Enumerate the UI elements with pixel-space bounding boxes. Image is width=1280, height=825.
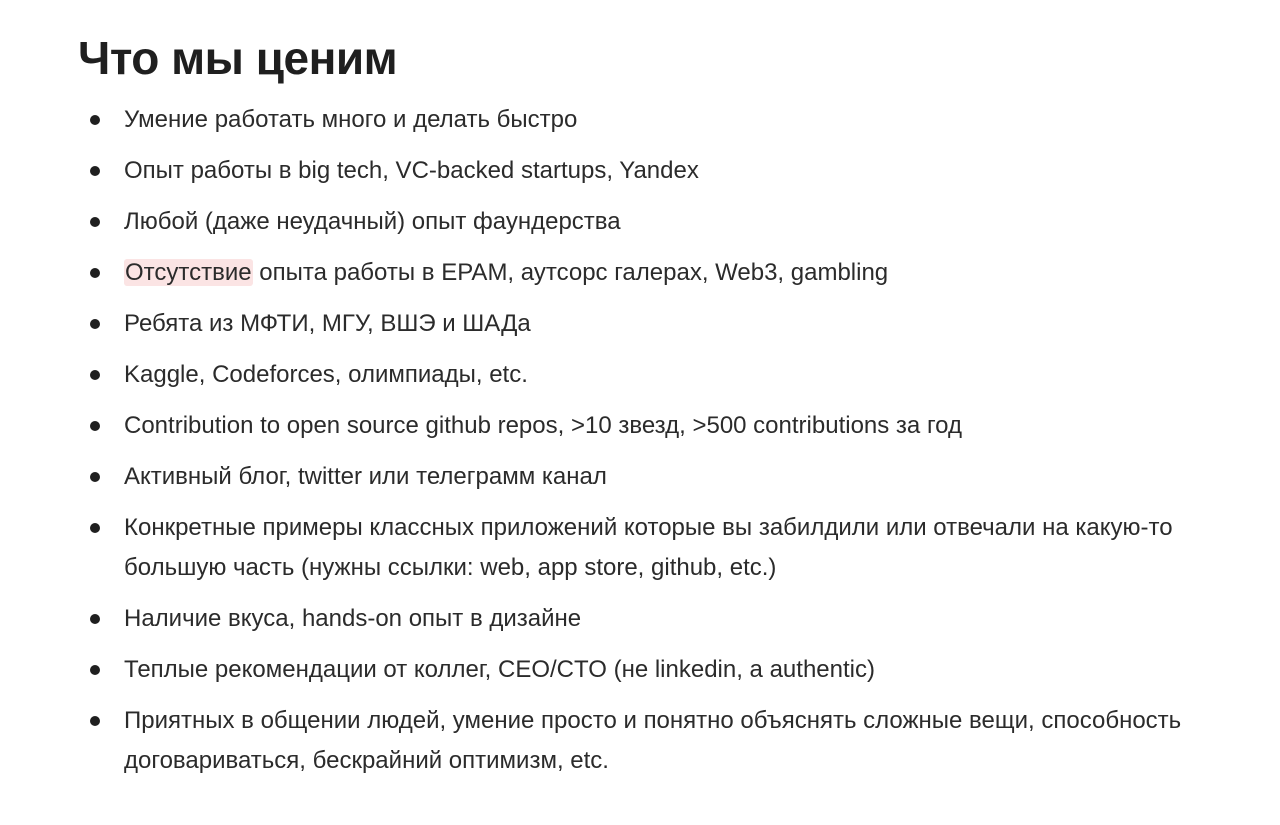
- list-item: [78, 202, 1248, 242]
- list-item-text: Конкретные примеры классных приложений которые вы забилдили или отвечали на какую-то большую часть (нужны ссылки: web, app store, github, etc.): [124, 514, 1173, 581]
- list-item: [78, 406, 1248, 446]
- bullet-icon: [90, 370, 100, 380]
- list-item-text: Kaggle, Codeforces, олимпиады, etc.: [124, 361, 528, 388]
- list-item: [78, 650, 1248, 690]
- list-item-text: опыта работы в EPAM, аутсорс галерах, Web3, gambling: [252, 259, 889, 286]
- list-item: [78, 355, 1248, 395]
- list-item-text: Теплые рекомендации от коллег, CEO/CTO (не linkedin, а authentic): [124, 656, 875, 683]
- list-item-text: Наличие вкуса, hands-on опыт в дизайне: [124, 605, 582, 632]
- bullet-icon: [90, 166, 100, 176]
- page-title: Что мы ценим: [78, 32, 398, 84]
- bullet-icon: [90, 614, 100, 624]
- values-list: [78, 100, 1248, 781]
- list-item: [78, 701, 1248, 781]
- list-item-text: Умение работать много и делать быстро: [124, 106, 578, 133]
- bullet-icon: [90, 523, 100, 533]
- list-item-text: Активный блог, twitter или телеграмм канал: [124, 463, 607, 490]
- list-item-text: Contribution to open source github repos, >10 звезд, >500 contributions за год: [124, 412, 962, 439]
- bullet-icon: [90, 319, 100, 329]
- list-item: [78, 100, 1248, 140]
- list-item-text: Ребята из МФТИ, МГУ, ВШЭ и ШАДа: [124, 310, 531, 337]
- bullet-icon: [90, 421, 100, 431]
- bullet-icon: [90, 217, 100, 227]
- bullet-icon: [90, 472, 100, 482]
- bullet-icon: [90, 665, 100, 675]
- list-item: [78, 253, 1248, 293]
- list-item: [78, 599, 1248, 639]
- list-item: [78, 457, 1248, 497]
- document-page: [78, 0, 1248, 792]
- list-item-text: Опыт работы в big tech, VC-backed startups, Yandex: [124, 157, 699, 184]
- list-item: [78, 304, 1248, 344]
- bullet-icon: [90, 268, 100, 278]
- bullet-icon: [90, 115, 100, 125]
- bullet-icon: [90, 716, 100, 726]
- list-item-text: Приятных в общении людей, умение просто и понятно объяснять сложные вещи, способность договариваться, бескрайний оптимизм, etc.: [124, 707, 1182, 774]
- list-item-text: Любой (даже неудачный) опыт фаундерства: [124, 208, 621, 235]
- highlighted-text: Отсутствие: [125, 259, 252, 286]
- list-item: [78, 151, 1248, 191]
- list-item: [78, 508, 1248, 588]
